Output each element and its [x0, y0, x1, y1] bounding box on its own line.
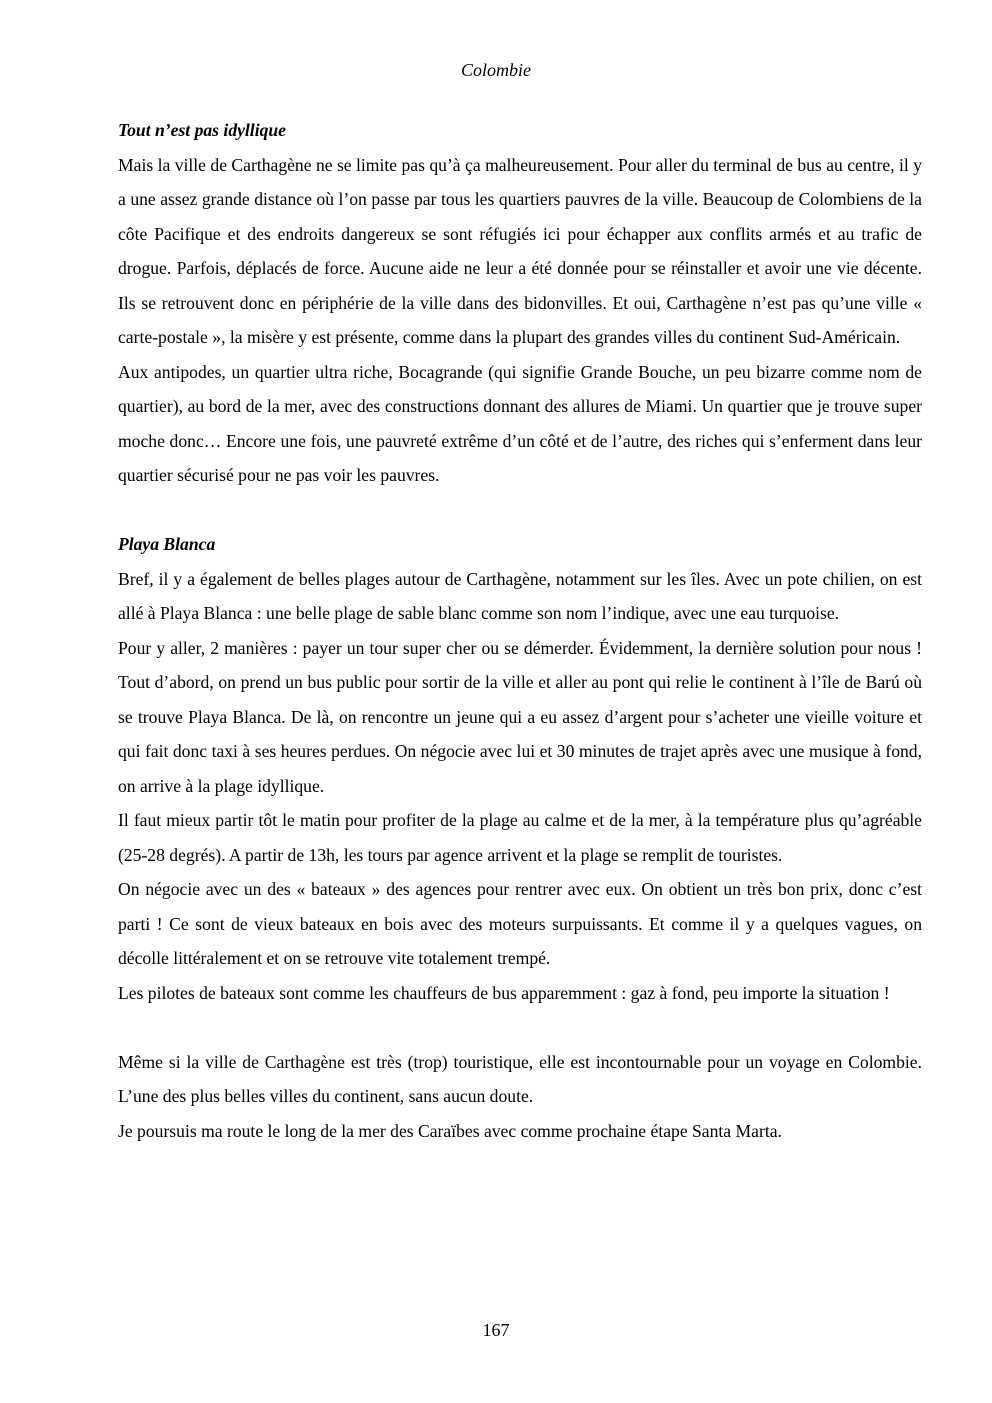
paragraph: Je poursuis ma route le long de la mer des Caraïbes avec comme prochaine étape Santa Marta.	[118, 1120, 782, 1141]
paragraph: Il faut mieux partir tôt le matin pour profiter de la plage au calme et de la mer, à la température plus qu’agréable (25-28 degrés). A partir de 13h, les tours par agence arrivent et la plage se remplit de touristes.	[118, 810, 922, 865]
paragraph: Les pilotes de bateaux sont comme les chauffeurs de bus apparemment : gaz à fond, peu importe la situation !	[118, 982, 890, 1003]
paragraph: Aux antipodes, un quartier ultra riche, Bocagrande (qui signifie Grande Bouche, un peu bizarre comme nom de quartier), au bord de la mer, avec des constructions donnant des allures de Miami. Un quartier que je trouve super moche donc… Encore une fois, une pauvreté extrême d’un côté et de l’autre, des riches qui s’enferment dans leur quartier sécurisé pour ne pas voir les pauvres.	[118, 361, 922, 485]
section-heading-idyllique: Tout n’est pas idyllique	[118, 120, 286, 140]
paragraph: Bref, il y a également de belles plages autour de Carthagène, notamment sur les îles. Avec un pote chilien, on est allé à Playa Blanca : une belle plage de sable blanc comme son nom l’indique, avec une eau turquoise.	[118, 568, 922, 623]
paragraph: Mais la ville de Carthagène ne se limite pas qu’à ça malheureusement. Pour aller du terminal de bus au centre, il y a une assez grande distance où l’on passe par tous les quartiers pauvres de la ville. Beaucoup de Colombiens de la côte Pacifique et des endroits dangereux se sont réfugiés ici pour échapper aux conflits armés et au trafic de drogue. Parfois, déplacés de force. Aucune aide ne leur a été donnée pour se réinstaller et avoir une vie décente. Ils se retrouvent donc en périphérie de la ville dans des bidonvilles. Et oui, Carthagène n’est pas qu’une ville « carte-postale », la misère y est présente, comme dans la plupart des grandes villes du continent Sud-Américain.	[118, 154, 922, 347]
running-header: Colombie	[461, 60, 531, 80]
paragraph-spacer	[118, 1010, 922, 1045]
paragraph: Pour y aller, 2 manières : payer un tour super cher ou se démerder. Évidemment, la dernière solution pour nous ! Tout d’abord, on prend un bus public pour sortir de la ville et aller au pont qui relie le continent à l’île de Barú où se trouve Playa Blanca. De là, on rencontre un jeune qui a eu assez d’argent pour s’acheter une vieille voiture et qui fait donc taxi à ses heures perdues. On négocie avec lui et 30 minutes de trajet après avec une musique à fond, on arrive à la plage idyllique.	[118, 637, 922, 796]
page-body	[118, 113, 922, 1148]
paragraph: On négocie avec un des « bateaux » des agences pour rentrer avec eux. On obtient un très bon prix, donc c’est parti ! Ce sont de vieux bateaux en bois avec des moteurs surpuissants. Et comme il y a quelques vagues, on décolle littéralement et on se retrouve vite totalement trempé.	[118, 879, 922, 968]
paragraph: Même si la ville de Carthagène est très (trop) touristique, elle est incontournable pour un voyage en Colombie. L’une des plus belles villes du continent, sans aucun doute.	[118, 1051, 922, 1106]
section-heading-playa-blanca: Playa Blanca	[118, 534, 216, 554]
page-number: 167	[482, 1320, 510, 1340]
paragraph-spacer	[118, 493, 922, 528]
